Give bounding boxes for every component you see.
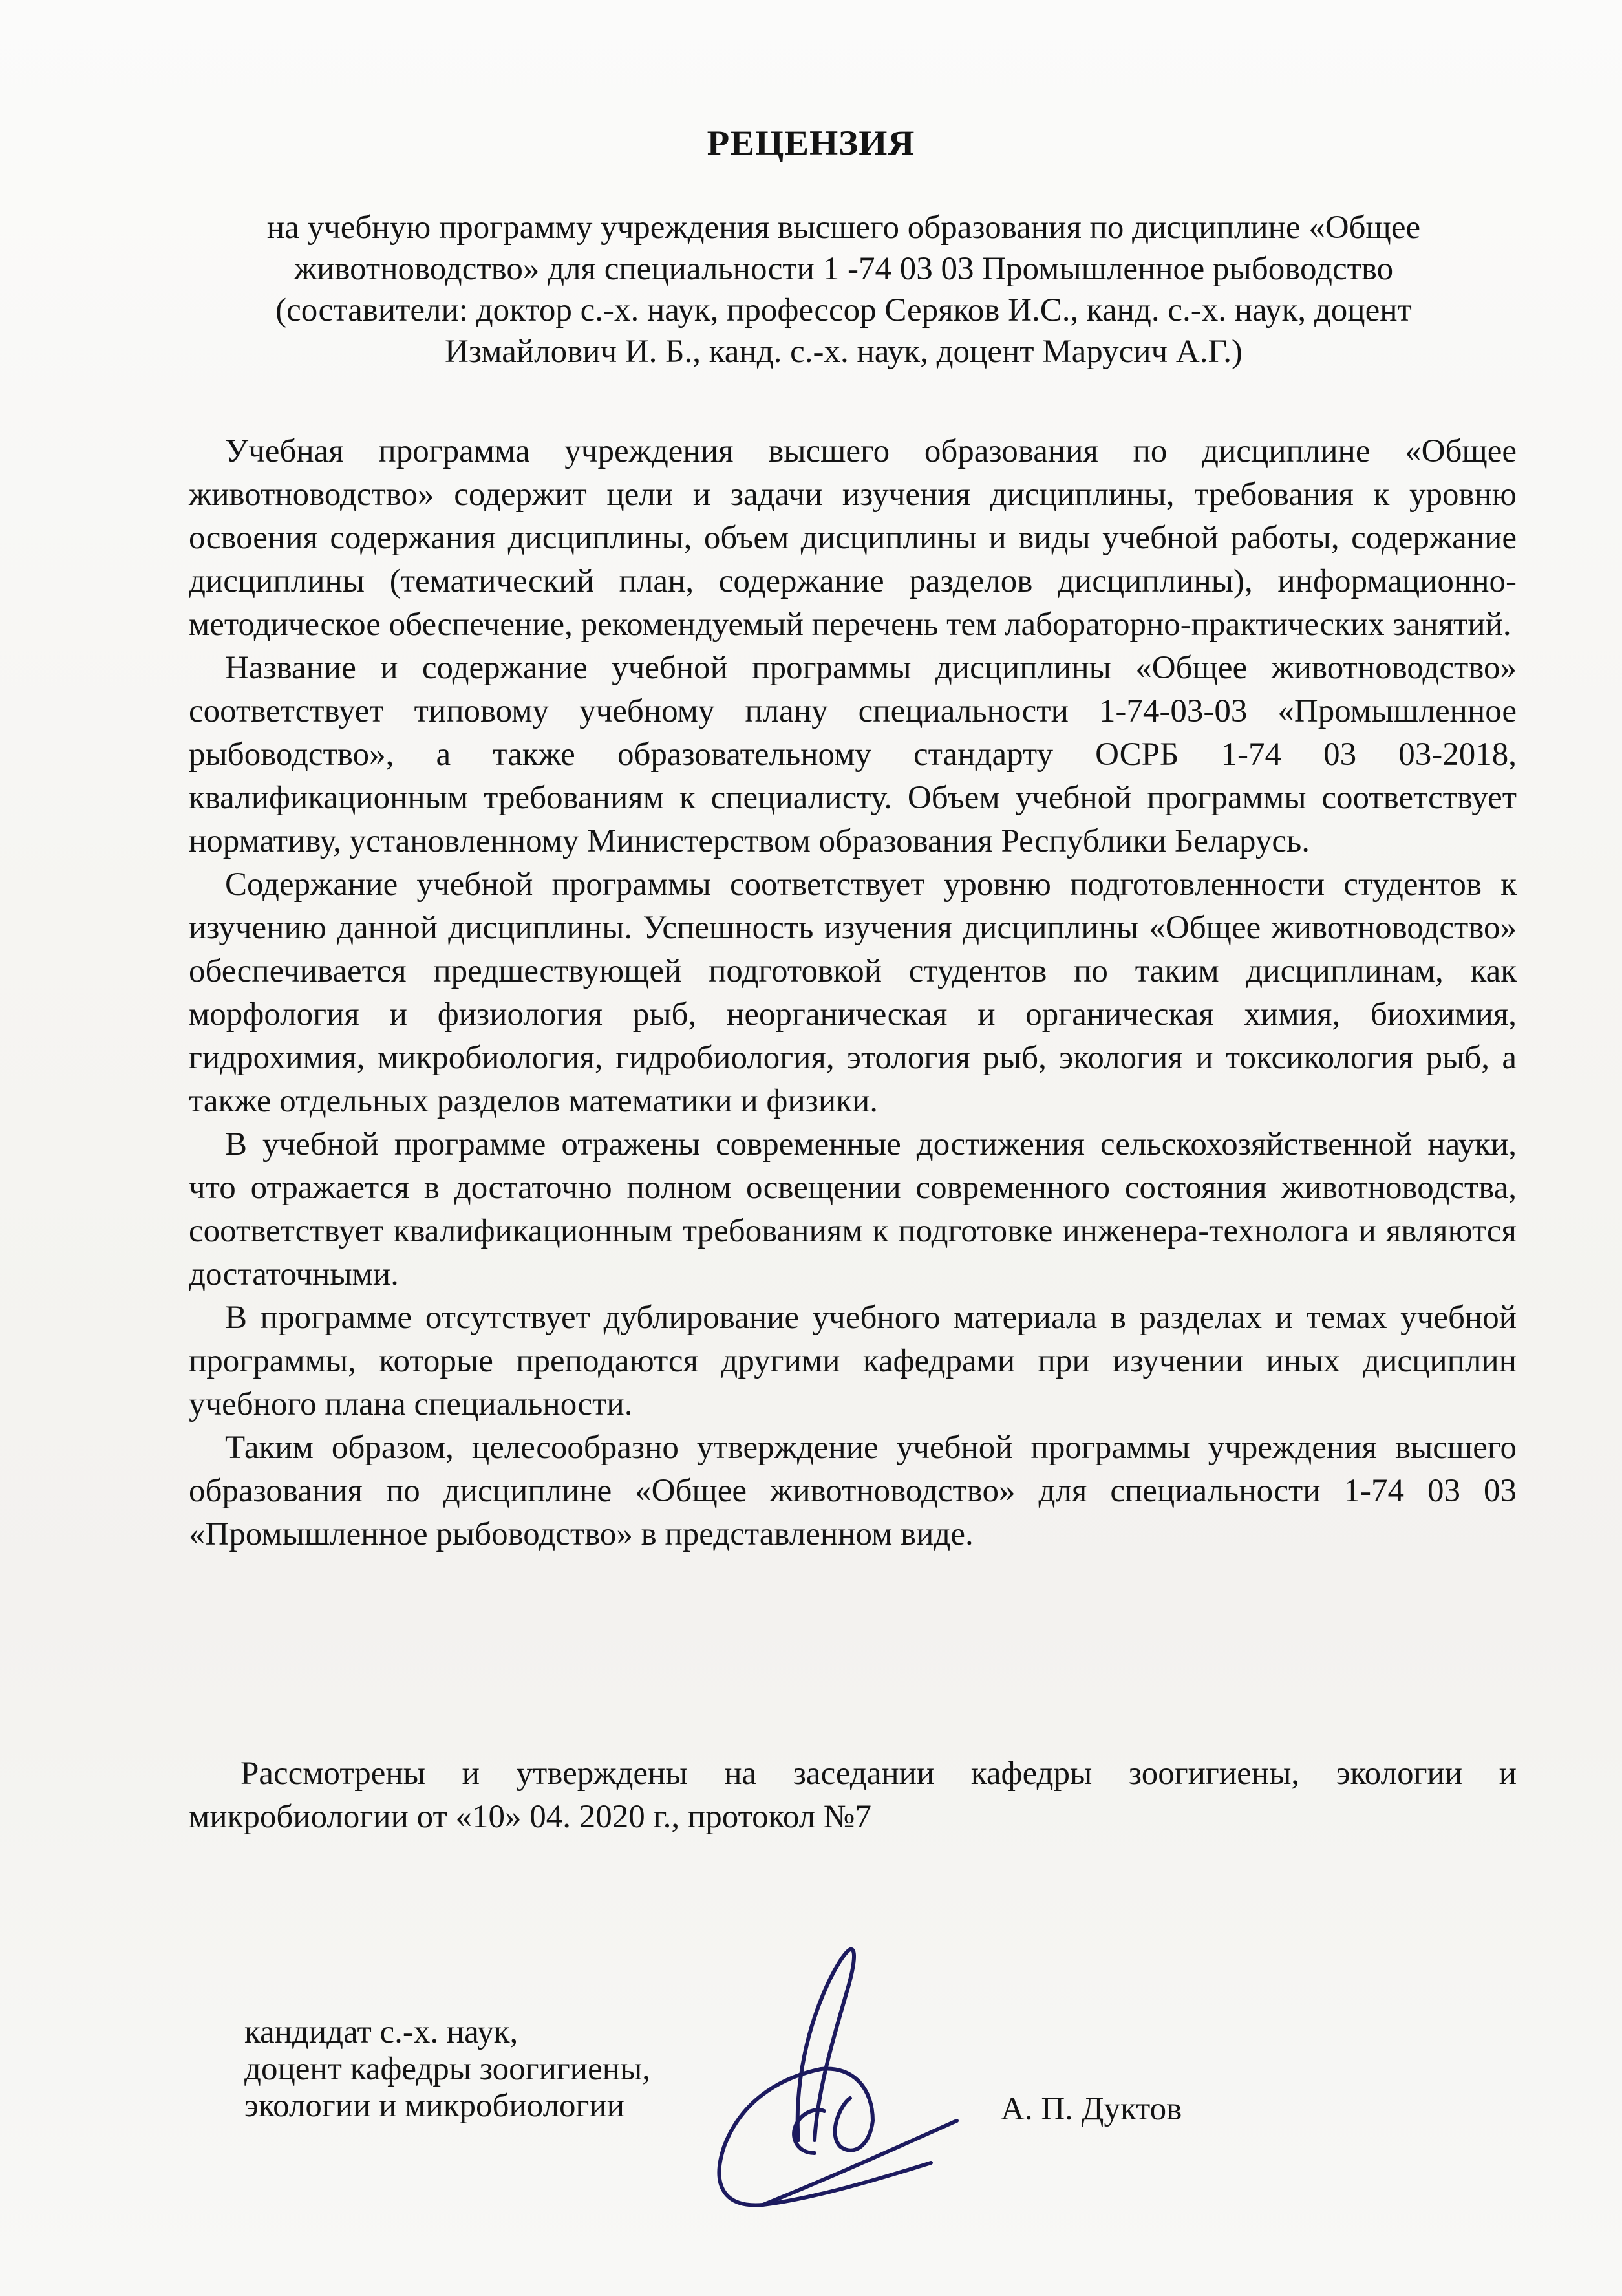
signer-department: экологии и микробиологии — [244, 2088, 625, 2124]
signature-icon — [685, 1940, 1021, 2211]
approval-text: Рассмотрены и утверждены на заседании кафедры зоогигиены, экологии и микробиологии от «10» 04. 2020 г., протокол №7 — [189, 1755, 1517, 1835]
approval-note — [189, 1752, 1517, 1839]
signature-stroke — [720, 2069, 932, 2205]
paragraph: В учебной программе отражены современные достижения сельскохозяйственной науки, что отражается в достаточно полном освещении современного состояния животноводства, соответствует квалификационным требованиям к подготовке инженера-технолога и являются достаточными. — [189, 1126, 1517, 1293]
paragraph: Название и содержание учебной программы дисциплины «Общее животноводство» соответствует типовому учебному плану специальности 1-74-03-03 «Промышленное рыбоводство», а также образовательному стандарту ОСРБ 1-74 03 03-2018, квалификационным требованиям к специалисту. Объем учебной программы соответствует нормативу, установленному Министерством образования Республики Беларусь. — [189, 650, 1517, 859]
document-subtitle: на учебную программу учреждения высшего образования по дисциплине «Общее животноводство» для специальности 1 -74 03 03 Промышленное рыбоводство (составители: доктор с.-х. наук, профессор Серяков И.С., канд. с.-х. наук, доцент Измайлович И. Б., канд. с.-х. наук, доцент Марусич А.Г.) — [266, 209, 1421, 370]
paragraph: Таким образом, целесообразно утверждение учебной программы учреждения высшего образования по дисциплине «Общее животноводство» для специальности 1-74 03 03 «Промышленное рыбоводство» в представленном виде. — [189, 1430, 1517, 1552]
paragraph: В программе отсутствует дублирование учебного материала в разделах и темах учебной программы, которые преподаются другими кафедрами при изучении иных дисциплин учебного плана специальности. — [189, 1300, 1517, 1422]
signer-block — [244, 2014, 650, 2125]
document-body — [189, 430, 1517, 1556]
paragraph: Учебная программа учреждения высшего образования по дисциплине «Общее животноводство» содержит цели и задачи изучения дисциплины, требования к уровню освоения содержания дисциплины, объем дисциплины и виды учебной работы, содержание дисциплины (тематический план, содержание разделов дисциплины), информационно-методическое обеспечение, рекомендуемый перечень тем лабораторно-практических занятий. — [189, 433, 1517, 643]
signer-position: доцент кафедры зоогигиены, — [244, 2051, 651, 2087]
document-title: РЕЦЕНЗИЯ — [707, 123, 915, 162]
signer-degree: кандидат с.-х. наук, — [244, 2014, 518, 2050]
paragraph: Содержание учебной программы соответствует уровню подготовленности студентов к изучению данной дисциплины. Успешность изучения дисциплины «Общее животноводство» обеспечивается предшествующей подготовкой студентов по таким дисциплинам, как морфология и физиология рыб, неорганическая и органическая химия, биохимия, гидрохимия, микробиология, гидробиология, этология рыб, экология и токсикология рыб, а также отдельных разделов математики и физики. — [189, 866, 1517, 1119]
signer-name: А. П. Дуктов — [1001, 2091, 1182, 2127]
